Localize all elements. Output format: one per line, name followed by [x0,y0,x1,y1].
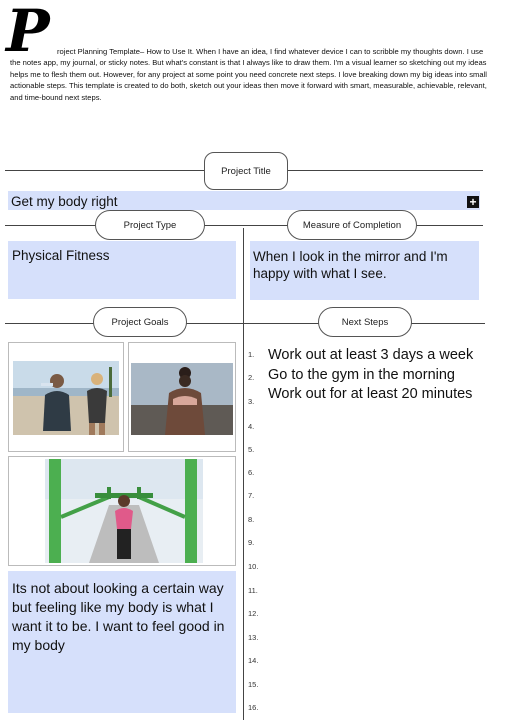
step-number: 15. [248,680,259,689]
step-number: 3. [248,397,255,406]
step-number: 7. [248,491,255,500]
step-number: 10. [248,562,259,571]
step-number: 6. [248,468,255,477]
center-divider [243,228,244,720]
goals-divider [5,323,485,324]
step-number: 1. [248,350,255,359]
step-number: 13. [248,633,259,642]
photo-woman-climbing-stairs [8,456,236,566]
step-number: 4. [248,422,255,431]
project-title-label: Project Title [204,152,288,190]
add-icon[interactable]: + [467,196,479,208]
photo-woman-back-view [128,342,236,452]
intro-paragraph: roject Planning Template– How to Use It. When I have an idea, I find whatever device I can to scribble my thoughts down. I use the notes app, my journal, or sticky notes. But what's constant is that I always like to draw them. I'm a visual learner so sketching out my ideas helps me to flesh them out. However, for any project at some point you need concrete next steps. I love breaking down my big ideas into small actionable steps. This template is created to do both, sketch out your ideas then move it forward with smart, measurable, achievable, relevant, and time-bound next steps. [10,47,487,102]
step-number: 5. [248,445,255,454]
step-number: 11. [248,586,258,595]
next-steps-label: Next Steps [318,307,412,337]
step-number: 14. [248,656,259,665]
step-number: 8. [248,515,255,524]
drop-cap-letter: P [6,0,50,65]
measure-field[interactable]: When I look in the mirror and I'm happy with what I see. [250,241,479,300]
next-step-item[interactable]: Go to the gym in the morning [268,367,455,383]
step-number: 9. [248,538,255,547]
next-step-item[interactable]: Work out for at least 20 minutes [268,386,473,402]
measure-label: Measure of Completion [287,210,417,240]
project-goals-field[interactable]: Its not about looking a certain way but feeling like my body is what I want it to be. I want to feel good in my body [8,571,236,713]
step-number: 12. [248,609,259,618]
project-type-label: Project Type [95,210,205,240]
step-number: 2. [248,373,255,382]
next-step-item[interactable]: Work out at least 3 days a week [268,347,474,363]
project-title-field[interactable]: Get my body right [8,191,480,210]
project-type-field[interactable]: Physical Fitness [8,241,236,299]
project-goals-label: Project Goals [93,307,187,337]
step-number: 16. [248,703,259,712]
photo-women-drinking-water [8,342,124,452]
